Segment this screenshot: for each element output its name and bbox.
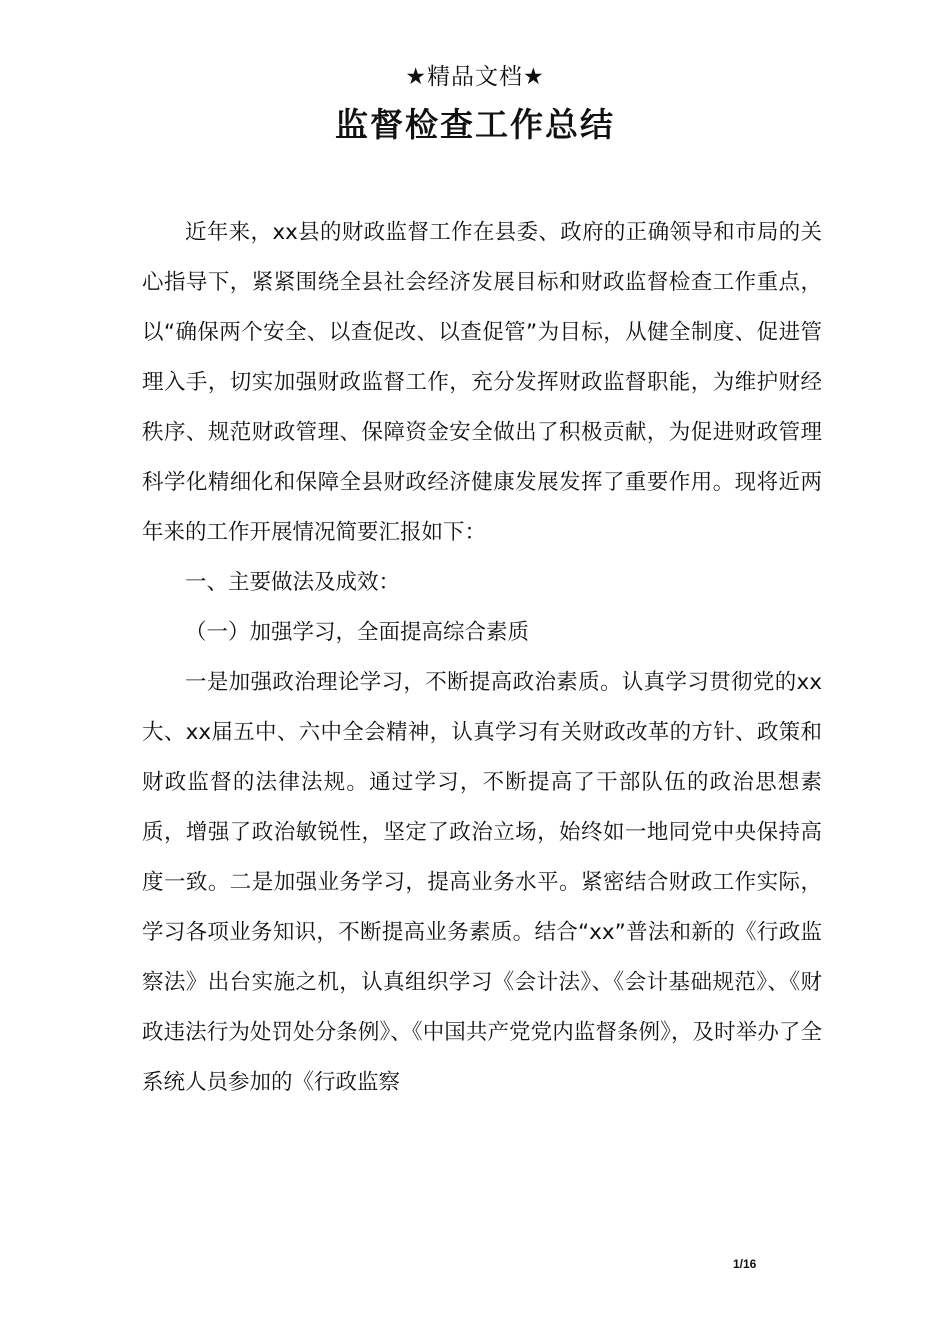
premium-document-badge: ★精品文档★: [405, 64, 545, 90]
section-heading: 一、主要做法及成效：: [185, 570, 401, 595]
body-paragraph: 一是加强政治理论学习，不断提高政治素质。认真学习贯彻党的xx大、xx届五中、六中全会精神，认真学习有关财政改革的方针、政策和财政监督的法律法规。通过学习，不断提高了干部队伍的政治思想素质，增强了政治敏锐性，坚定了政治立场，始终如一地同党中央保持高度一致。二是加强业务学习，提高业务水平。紧密结合财政工作实际，学习各项业务知识，不断提高业务素质。结合“xx”普法和新的《行政监察法》出台实施之机，认真组织学习《会计法》、《会计基础规范》、《财政违法行为处罚处分条例》、《中国共产党党内监督条例》，及时举办了全系统人员参加的《行政监察: [142, 670, 822, 1095]
intro-paragraph: 近年来，xx县的财政监督工作在县委、政府的正确领导和市局的关心指导下，紧紧围绕全县社会经济发展目标和财政监督检查工作重点，以“确保两个安全、以查促改、以查促管”为目标，从健全制度、促进管理入手，切实加强财政监督工作，充分发挥财政监督职能，为维护财经秩序、规范财政管理、保障资金安全做出了积极贡献，为促进财政管理科学化精细化和保障全县财政经济健康发展发挥了重要作用。现将近两年来的工作开展情况简要汇报如下：: [142, 220, 822, 545]
page-number: 1/16: [733, 1257, 757, 1271]
document-body: [142, 208, 822, 1108]
subsection-heading: （一）加强学习，全面提高综合素质: [185, 620, 530, 645]
document-title: 监督检查工作总结: [335, 105, 615, 144]
